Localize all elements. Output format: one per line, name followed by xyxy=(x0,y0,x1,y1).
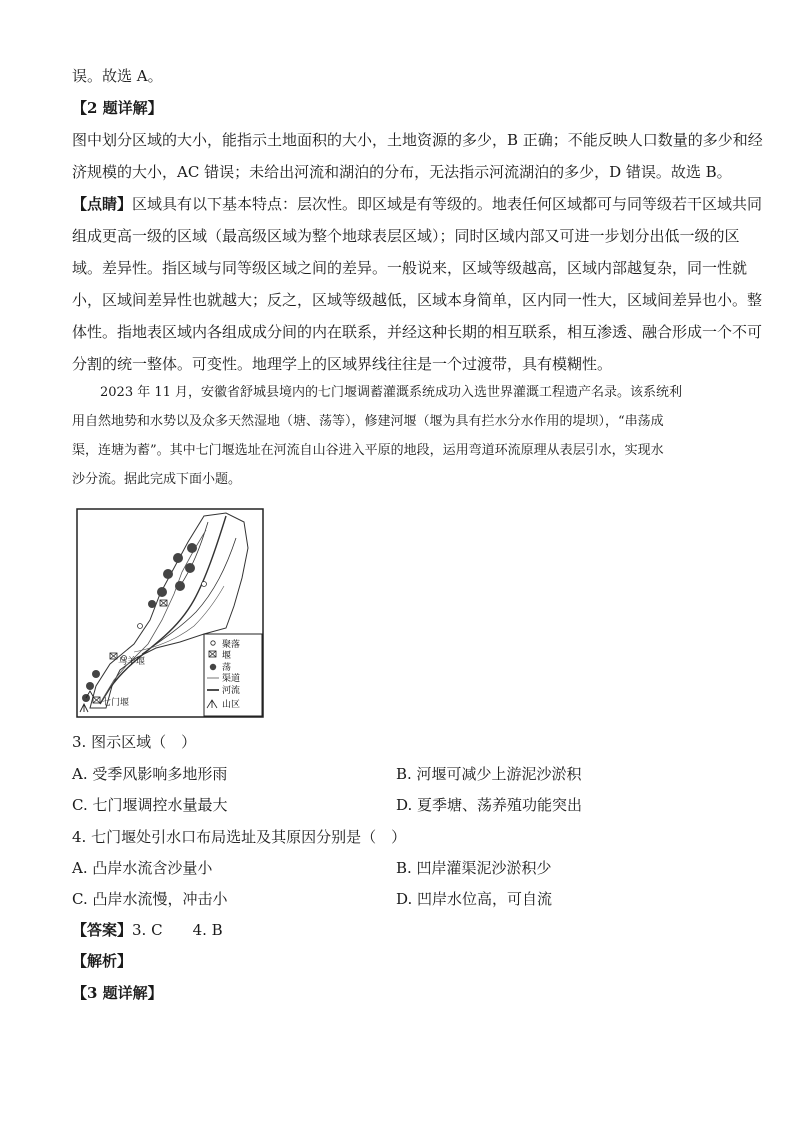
text-line-1: 误。故选 A。 xyxy=(72,67,163,85)
answer-text: 3. C 4. B xyxy=(132,921,223,939)
text-line-10: 分割的统一整体。可变性。地理学上的区域界线往往是一个过渡带，具有模糊性。 xyxy=(72,355,613,373)
text-line-6: 组成更高一级的区域（最高级区域为整个地球表层区域）；同时区域内部又可进一步划分出低一级的区 xyxy=(72,227,740,245)
legend-weir: 堰 xyxy=(222,651,232,661)
question-4-option-d: D. 凹岸水位高，可自流 xyxy=(396,890,553,908)
analysis-heading: 【解析】 xyxy=(72,952,133,970)
text-line-3: 图中划分区域的大小，能指示土地面积的大小，土地资源的多少，B 正确；不能反映人口数量的多少和经 xyxy=(72,131,763,149)
passage-line-3: 渠，连塘为蓄”。其中七门堰选址在河流自山谷进入平原的地段，运用弯道环流原理从表层引水，实现水 xyxy=(72,443,664,458)
weir-wuyang xyxy=(110,653,117,659)
answer-tag: 【答案】 xyxy=(72,921,133,939)
answer-line xyxy=(72,920,732,940)
pond-marker xyxy=(92,670,100,678)
map-legend xyxy=(204,634,262,716)
detail-3-heading: 【3 题详解】 xyxy=(72,984,163,1002)
legend-canal: 渠道 xyxy=(222,674,241,684)
settlement-marker xyxy=(138,624,143,629)
tip-tag: 【点睛】 xyxy=(72,195,133,213)
text-line-4: 济规模的大小，AC 错误；未给出河流和湖泊的分布，无法指示河流湖泊的多少，D 错误。故选 B。 xyxy=(72,163,732,181)
label-qimen: 七门堰 xyxy=(102,698,130,708)
question-4-option-b: B. 凹岸灌渠泥沙淤积少 xyxy=(396,859,552,877)
weir-middle xyxy=(160,600,167,606)
question-3-option-d: D. 夏季塘、荡养殖功能突出 xyxy=(396,796,583,814)
legend-pond: 荡 xyxy=(222,663,232,673)
tip-text: 区域具有以下基本特点：层次性。即区域是有等级的。地表任何区域都可与同等级若干区域共同 xyxy=(132,195,763,213)
passage-line-4: 沙分流。据此完成下面小题。 xyxy=(72,472,242,487)
question-3-option-b: B. 河堰可减少上游泥沙淤积 xyxy=(396,765,582,783)
question-4-option-c: C. 凸岸水流慢，冲击小 xyxy=(72,890,228,908)
settlement-marker xyxy=(202,582,207,587)
legend-river: 河流 xyxy=(222,686,241,696)
pond-marker xyxy=(148,600,156,608)
pond-marker xyxy=(187,543,197,553)
pond-marker xyxy=(175,581,185,591)
irrigation-map xyxy=(76,508,264,718)
question-4-option-a: A. 凸岸水流含沙量小 xyxy=(72,859,213,877)
text-line-9: 体性。指地表区域内各组成成分间的内在联系，并经这种长期的相互联系，相互渗透、融合形成一个不可 xyxy=(72,323,763,341)
passage-line-2: 用自然地势和水势以及众多天然湿地（塘、荡等），修建河堰（堰为具有拦水分水作用的堤坝），“串荡成 xyxy=(72,414,664,429)
pond-marker xyxy=(185,563,195,573)
pond-marker xyxy=(86,682,94,690)
text-line-7: 域。差异性。指区域与同等级区域之间的差异。一般说来，区域等级越高，区域内部越复杂，同一性就 xyxy=(72,259,748,277)
question-4-stem: 4. 七门堰处引水口布局选址及其原因分别是（ ） xyxy=(72,828,407,846)
passage-line-1: 2023 年 11 月，安徽省舒城县境内的七门堰调蓄灌溉系统成功入选世界灌溉工程遗产名录。该系统利 xyxy=(100,385,683,400)
legend-mountain: 山区 xyxy=(222,700,241,710)
legend-settlement: 聚落 xyxy=(222,640,241,650)
question-3-option-a: A. 受季风影响多地形雨 xyxy=(72,765,228,783)
text-line-8: 小，区域间差异性也就越大；反之，区域等级越低，区域本身简单，区内同一性大，区域间差异也小。整 xyxy=(72,291,763,309)
label-wuyang: 乌羊堰 xyxy=(118,657,146,667)
text-line-5 xyxy=(72,194,763,214)
pond-marker xyxy=(163,569,173,579)
pond-marker xyxy=(157,587,167,597)
pond-marker xyxy=(173,553,183,563)
question-3-option-c: C. 七门堰调控水量最大 xyxy=(72,796,228,814)
section-heading-q2: 【2 题详解】 xyxy=(72,99,163,117)
question-3-stem: 3. 图示区域（ ） xyxy=(72,733,197,751)
